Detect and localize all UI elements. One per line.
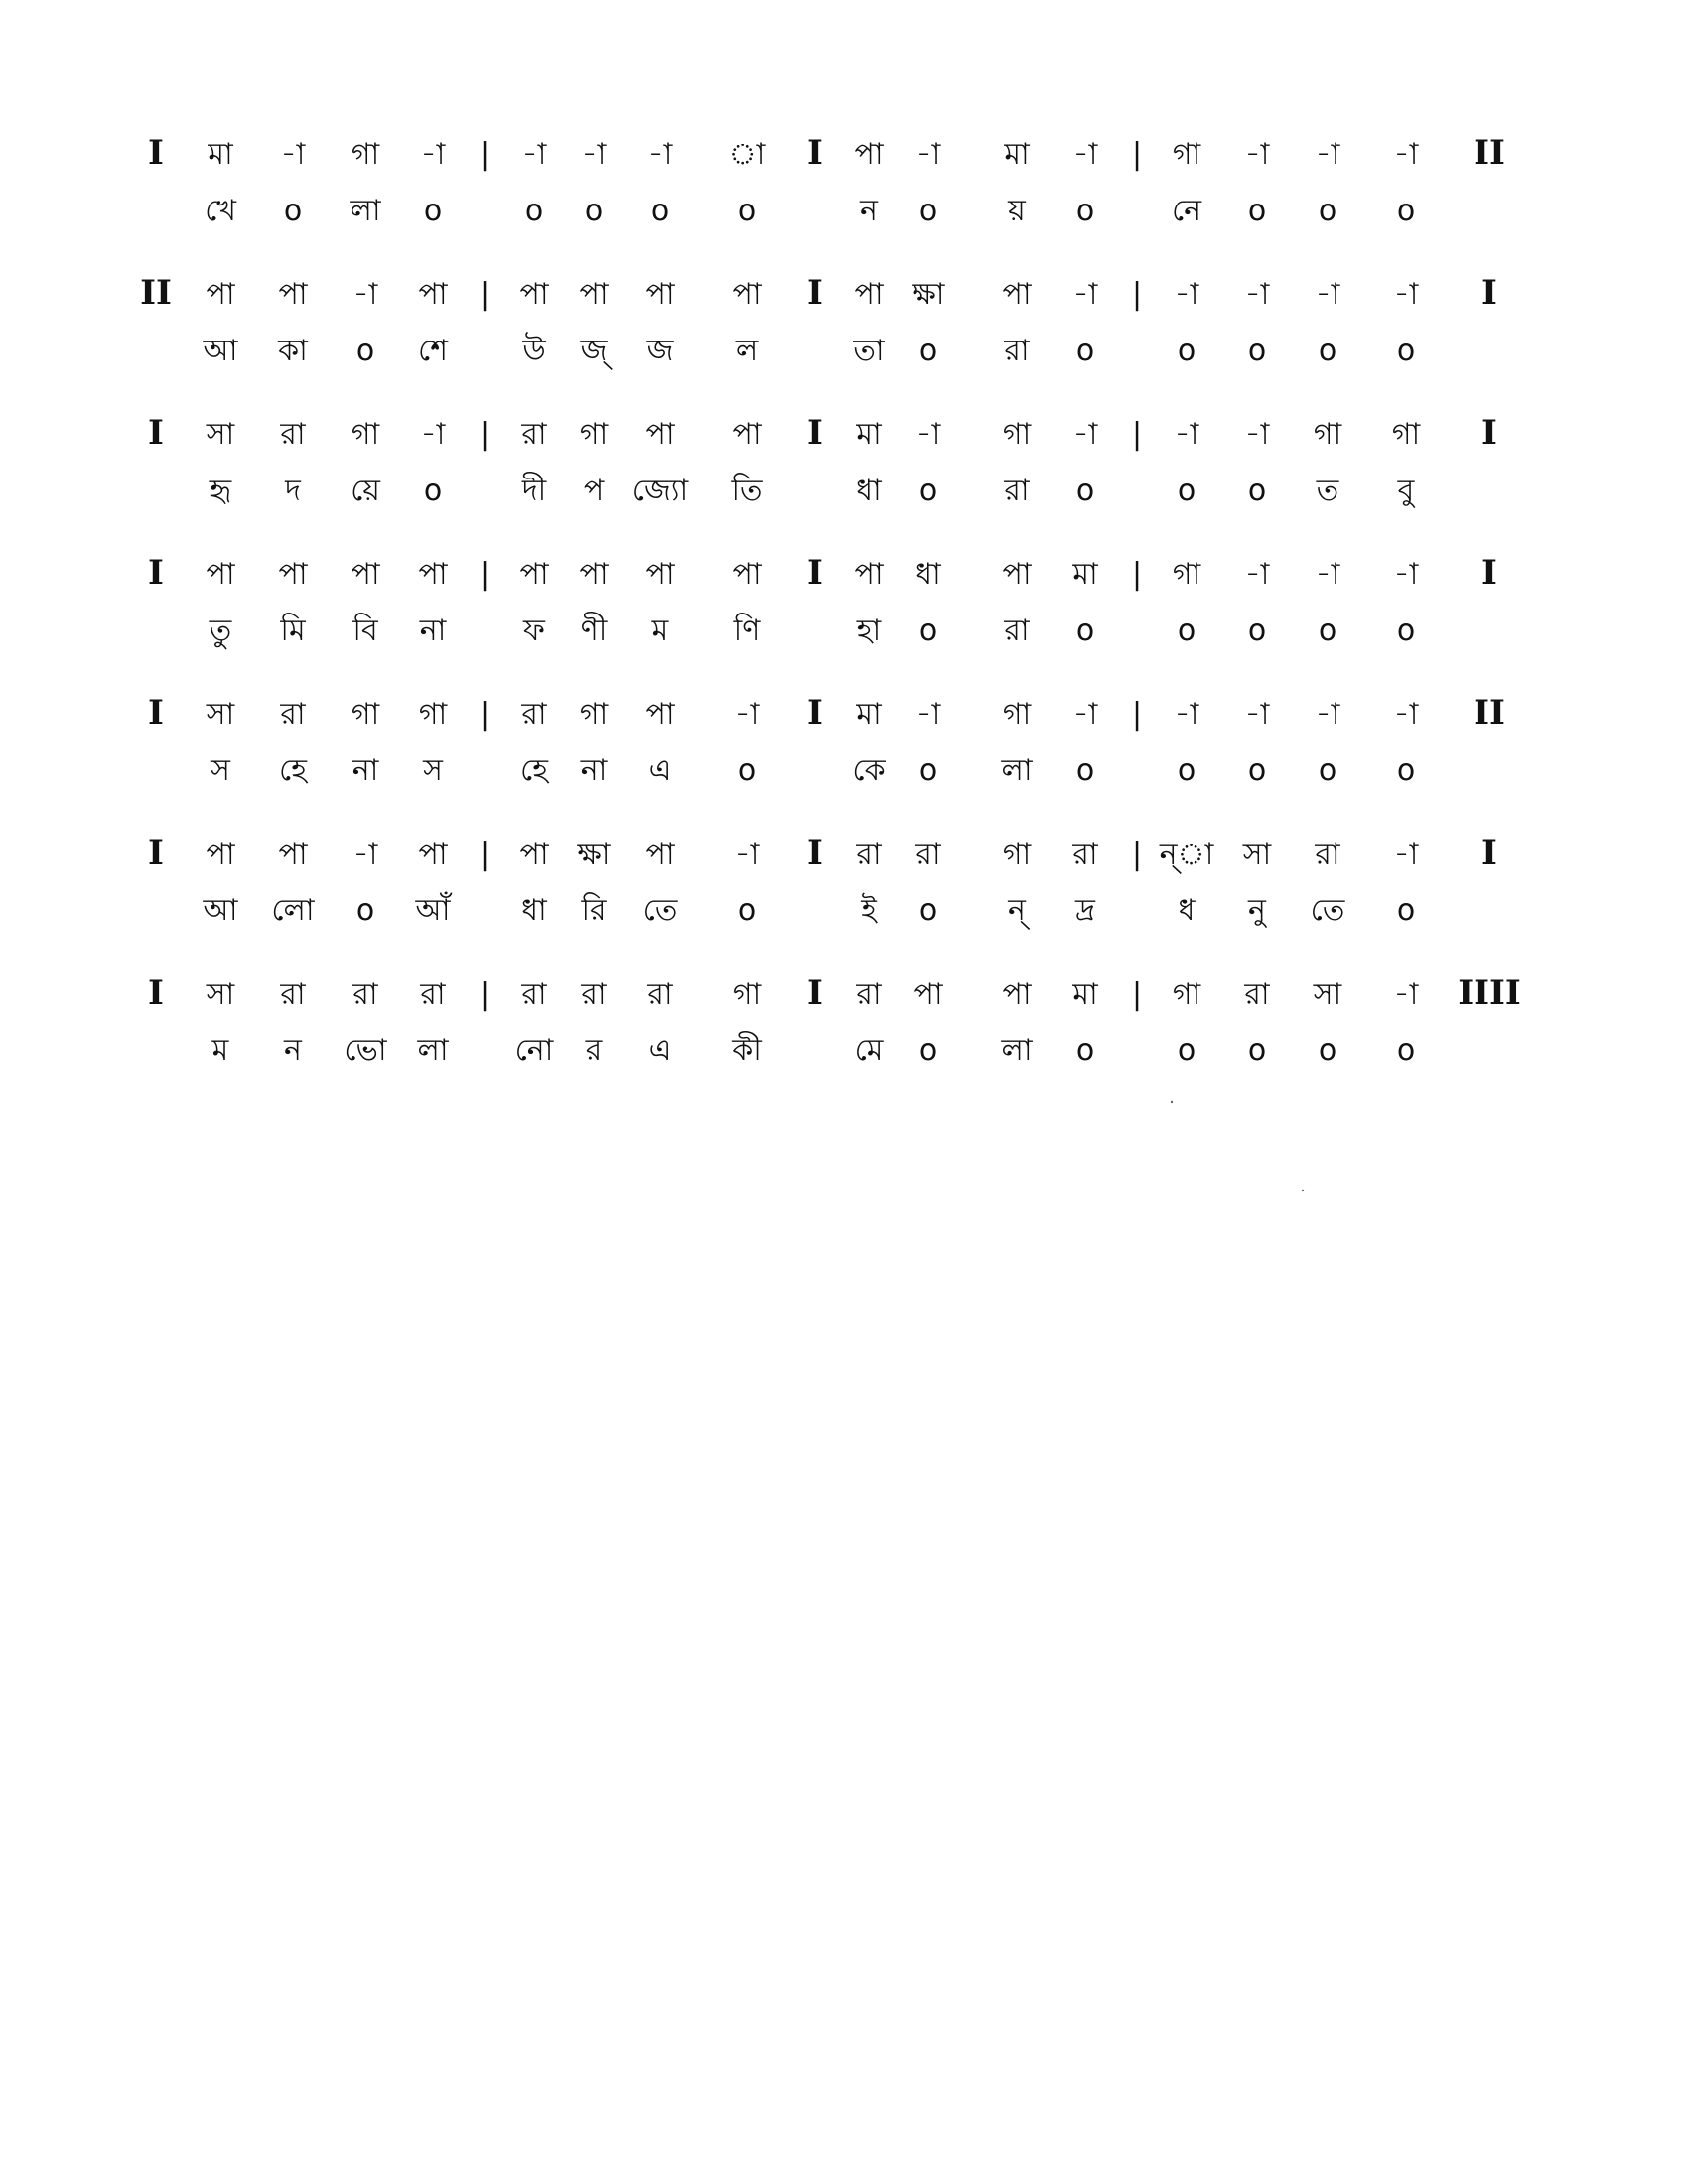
swara-note: -া [1393,137,1419,172]
swara-note: ধা [915,557,941,592]
swara-note: -া [352,277,378,312]
swara-note: পা [278,837,308,872]
lyric-syllable: স [211,753,230,788]
bar-mid-mark: I [807,413,823,453]
lyric-syllable: ফ [523,614,545,648]
swara-note: পা [519,837,549,872]
swara-note: পা [519,557,549,592]
swara-note: পা [732,417,762,452]
lyric-syllable: o [918,194,938,228]
lyric-syllable: খে [205,194,236,228]
lyric-syllable: রা [1004,474,1030,508]
lyric-syllable: কা [278,334,308,368]
swara-note: রা [280,417,306,452]
beat-separator: | [1131,277,1143,312]
swara-note: পা [278,277,308,312]
bar-mid-mark: I [807,973,823,1013]
bar-mid-mark: I [807,273,823,313]
bar-end-mark: I [1481,833,1497,873]
swara-note: গা [579,697,609,732]
lyric-syllable: বি [352,614,378,648]
lyric-syllable: তি [731,474,763,508]
bar-start-mark: I [148,133,164,173]
swara-note: পা [854,557,884,592]
swara-note: -া [1315,697,1340,732]
swara-note: -া [352,837,378,872]
lyric-syllable: না [352,753,379,788]
lyric-syllable: রা [1004,334,1030,368]
lyric-syllable: o [1318,753,1337,788]
swara-note: পা [206,837,235,872]
swara-note: -া [280,137,306,172]
swara-note: রা [856,837,882,872]
swara-note: মা [208,137,233,172]
swara-note: রা [647,977,673,1012]
beat-separator: | [479,557,491,592]
swara-note: পা [418,837,448,872]
lyric-syllable: ন [284,1033,302,1068]
lyric-syllable: ম [651,614,669,648]
lyric-syllable: নো [514,1033,554,1068]
lyric-syllable: হা [856,614,882,648]
bar-start-mark: I [148,413,164,453]
swara-note: রা [1244,977,1270,1012]
beat-separator: | [479,417,491,452]
lyric-syllable: o [918,753,938,788]
lyric-syllable: o [737,753,757,788]
lyric-syllable: নু [1248,893,1266,928]
lyric-syllable: o [1177,1033,1196,1068]
swara-note: গা [351,417,380,452]
lyric-syllable: নে [1171,194,1202,228]
swara-note: গা [1002,417,1032,452]
swara-note: -া [1072,697,1098,732]
lyric-syllable: তু [209,614,232,648]
lyric-syllable: o [1396,893,1416,928]
swara-note: পা [645,557,675,592]
bar-end-mark: I [1481,273,1497,313]
lyric-syllable: o [1396,753,1416,788]
beat-separator: | [479,697,491,732]
lyric-syllable: o [1075,194,1095,228]
lyric-syllable: o [1177,334,1196,368]
lyric-syllable: রি [581,893,607,928]
swara-note: -া [1244,277,1270,312]
beat-separator: | [1131,837,1143,872]
swara-note: রা [1072,837,1098,872]
swara-note: গা [418,697,448,732]
swara-note: পা [519,277,549,312]
swara-note: -া [1315,277,1340,312]
bar-start-mark: I [148,553,164,593]
swara-note: পা [418,277,448,312]
lyric-syllable: o [1318,334,1337,368]
swara-note: রা [521,417,547,452]
swara-note: রা [280,977,306,1012]
bar-end-mark: I [1481,413,1497,453]
swara-note: রা [420,977,446,1012]
beat-separator: | [1131,557,1143,592]
swara-note: গা [1172,977,1201,1012]
bar-end-mark: II [1474,693,1505,733]
swara-note: পা [278,557,308,592]
lyric-syllable: o [1396,1033,1416,1068]
swara-note: পা [206,557,235,592]
lyric-syllable: o [423,474,443,508]
bar-end-mark: II [1474,133,1505,173]
swara-note: পা [1002,557,1032,592]
lyric-syllable: র [585,1033,603,1068]
lyric-syllable: o [1247,753,1267,788]
swara-note: -া [915,417,941,452]
lyric-syllable: জ্ [580,334,608,368]
swara-note: গা [1002,697,1032,732]
swara-note: -া [915,137,941,172]
swara-note: -া [734,837,760,872]
swara-note: -া [1393,837,1419,872]
lyric-syllable: o [355,893,375,928]
lyric-syllable: o [1247,334,1267,368]
swara-note: গা [1172,557,1201,592]
swara-note: -া [521,137,547,172]
beat-separator: | [1131,697,1143,732]
lyric-syllable: o [650,194,670,228]
bar-start-mark: I [148,693,164,733]
swara-note: -া [1244,137,1270,172]
lyric-syllable: o [918,334,938,368]
swara-note: -া [915,697,941,732]
lyric-syllable: o [737,893,757,928]
lyric-syllable: o [423,194,443,228]
lyric-syllable: o [1177,474,1196,508]
swara-note: পা [579,277,609,312]
lyric-syllable: দী [521,474,547,508]
swara-note: -া [1315,137,1340,172]
lyric-syllable: ভো [344,1033,387,1068]
lyric-syllable: লা [1001,1033,1033,1068]
scan-speck [1171,1101,1173,1103]
lyric-syllable: এ [648,1033,672,1068]
lyric-syllable: জ্যো [632,474,689,508]
swara-note: ক্ষা [912,277,945,312]
lyric-syllable: o [1318,614,1337,648]
lyric-syllable: ত [1316,474,1339,508]
swara-note: -া [1174,417,1199,452]
lyric-syllable: o [918,893,938,928]
lyric-syllable: o [584,194,604,228]
swara-note: -া [1244,557,1270,592]
lyric-syllable: o [737,194,757,228]
swara-note: পা [645,837,675,872]
swara-note: গা [351,137,380,172]
swara-note: -া [420,137,446,172]
lyric-syllable: o [524,194,544,228]
lyric-syllable: o [1177,614,1196,648]
swara-note: -া [1393,697,1419,732]
bar-end-mark: I [1481,553,1497,593]
lyric-syllable: o [918,614,938,648]
swara-note: গা [1002,837,1032,872]
swara-note: পা [1002,977,1032,1012]
swara-note: -া [581,137,607,172]
swara-note: ন্‌া [1159,837,1214,872]
beat-separator: | [1131,977,1143,1012]
swara-note: মা [1072,557,1098,592]
lyric-syllable: o [1318,1033,1337,1068]
swara-note: রা [581,977,607,1012]
swara-note: সা [206,417,235,452]
swara-note: -া [1315,557,1340,592]
swara-note: মা [856,417,882,452]
lyric-syllable: লা [1001,753,1033,788]
swara-note: পা [732,557,762,592]
swara-note: ক্ষা [577,837,611,872]
swara-note: পা [732,277,762,312]
lyric-syllable: এ [648,753,672,788]
lyric-syllable: তে [642,893,678,928]
swara-note: পা [645,277,675,312]
swara-note: -া [420,417,446,452]
lyric-syllable: দ [285,474,301,508]
lyric-syllable: আঁ [415,893,451,928]
lyric-syllable: o [1247,1033,1267,1068]
lyric-syllable: o [355,334,375,368]
swara-note: -া [1174,277,1199,312]
lyric-syllable: o [1177,753,1196,788]
swara-note: -া [647,137,673,172]
bar-end-mark: IIII [1458,973,1521,1013]
swara-note: রা [521,977,547,1012]
swara-note: সা [1313,977,1342,1012]
lyric-syllable: ধ [1178,893,1196,928]
lyric-syllable: য় [1008,194,1026,228]
lyric-syllable: o [1247,474,1267,508]
swara-note: মা [1004,137,1030,172]
lyric-syllable: মে [854,1033,884,1068]
bar-mid-mark: I [807,693,823,733]
swara-note: গা [732,977,762,1012]
lyric-syllable: o [1075,474,1095,508]
lyric-syllable: o [1396,334,1416,368]
lyric-syllable: না [580,753,608,788]
swara-note: গা [579,417,609,452]
swara-note: রা [280,697,306,732]
lyric-syllable: কী [732,1033,762,1068]
bar-mid-mark: I [807,553,823,593]
bar-start-mark: I [148,833,164,873]
beat-separator: | [479,137,491,172]
swara-note: গা [1172,137,1201,172]
lyric-syllable: o [1396,614,1416,648]
lyric-syllable: দ্র [1075,893,1095,928]
swara-note: সা [1242,837,1272,872]
swara-note: পা [418,557,448,592]
lyric-syllable: প [583,474,605,508]
beat-separator: | [479,977,491,1012]
lyric-syllable: স [423,753,443,788]
swara-note: গা [1391,417,1421,452]
swara-note: পা [579,557,609,592]
lyric-syllable: লা [417,1033,449,1068]
lyric-syllable: ণী [580,614,608,648]
swara-note: া [728,137,766,172]
swara-note: গা [351,697,380,732]
lyric-syllable: ণি [733,614,761,648]
lyric-syllable: ম [211,1033,229,1068]
swara-note: -া [1174,697,1199,732]
swara-note: -া [1244,417,1270,452]
lyric-syllable: ন [860,194,878,228]
swara-note: সা [206,977,235,1012]
swara-note: -া [1393,557,1419,592]
swara-note: রা [1315,837,1340,872]
swara-note: পা [854,277,884,312]
bar-mid-mark: I [807,833,823,873]
lyric-syllable: তে [1310,893,1345,928]
lyric-syllable: o [1396,194,1416,228]
lyric-syllable: হে [279,753,307,788]
swara-note: রা [352,977,378,1012]
swara-note: সা [206,697,235,732]
swara-note: পা [351,557,380,592]
swara-note: -া [1072,137,1098,172]
lyric-syllable: লো [271,893,315,928]
swara-note: পা [1002,277,1032,312]
lyric-syllable: ন্ [1008,893,1026,928]
swara-note: -া [734,697,760,732]
swara-note: -া [1072,277,1098,312]
beat-separator: | [479,837,491,872]
lyric-syllable: ল [735,334,759,368]
lyric-syllable: জ [646,334,674,368]
swara-note: পা [854,137,884,172]
lyric-syllable: বু [1397,474,1415,508]
lyric-syllable: তা [853,334,885,368]
lyric-syllable: লা [350,194,381,228]
beat-separator: | [479,277,491,312]
lyric-syllable: হে [520,753,548,788]
lyric-syllable: রা [1004,614,1030,648]
lyric-syllable: o [283,194,303,228]
swara-note: রা [915,837,941,872]
lyric-syllable: উ [522,334,546,368]
lyric-syllable: না [419,614,447,648]
lyric-syllable: o [1318,194,1337,228]
lyric-syllable: ধা [521,893,547,928]
lyric-syllable: o [1075,614,1095,648]
swara-note: রা [856,977,882,1012]
lyric-syllable: ই [861,893,877,928]
swara-note: রা [521,697,547,732]
lyric-syllable: o [1075,1033,1095,1068]
swara-note: -া [1393,977,1419,1012]
swara-note: -া [1244,697,1270,732]
lyric-syllable: শে [418,334,448,368]
lyric-syllable: ধা [856,474,882,508]
lyric-syllable: o [918,474,938,508]
beat-separator: | [1131,417,1143,452]
swara-note: -া [1072,417,1098,452]
swara-note: পা [645,697,675,732]
lyric-syllable: o [918,1033,938,1068]
scan-speck [1302,1190,1304,1191]
lyric-syllable: o [1075,334,1095,368]
swara-note: মা [856,697,882,732]
lyric-syllable: কে [852,753,886,788]
lyric-syllable: মি [280,614,306,648]
swara-note: পা [914,977,943,1012]
lyric-syllable: o [1247,194,1267,228]
lyric-syllable: য়ে [351,474,380,508]
lyric-syllable: o [1247,614,1267,648]
lyric-syllable: আ [203,334,238,368]
bar-mid-mark: I [807,133,823,173]
lyric-syllable: আ [203,893,238,928]
swara-note: -া [1393,277,1419,312]
lyric-syllable: হৃ [209,474,232,508]
swara-note: পা [206,277,235,312]
swara-note: পা [645,417,675,452]
bar-start-mark: II [140,273,172,313]
swara-note: গা [1313,417,1342,452]
swara-note: মা [1072,977,1098,1012]
lyric-syllable: o [1075,753,1095,788]
bar-start-mark: I [148,973,164,1013]
beat-separator: | [1131,137,1143,172]
